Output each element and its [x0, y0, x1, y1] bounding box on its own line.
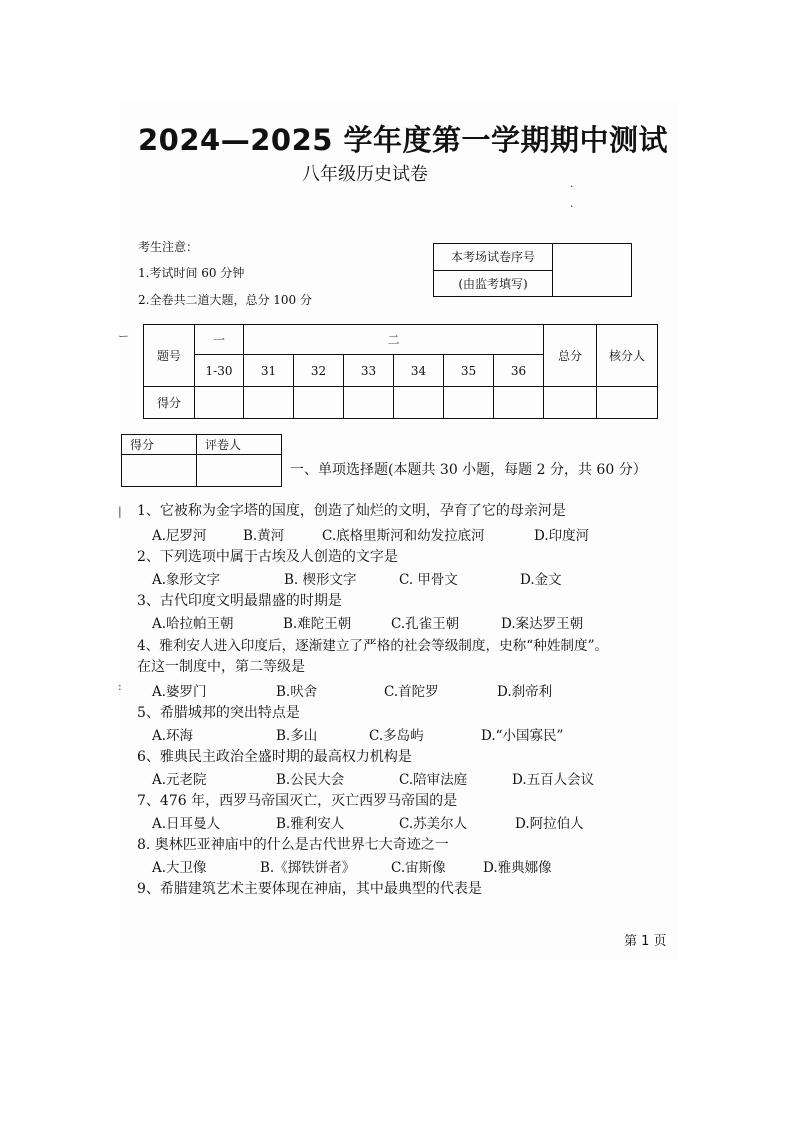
- grader-name-label: 评卷人: [197, 435, 282, 455]
- score-row-label: 得分: [144, 387, 195, 419]
- col-header-1-30: 1-30: [195, 355, 244, 387]
- question-3: 3、古代印度文明最鼎盛的时期是: [137, 593, 342, 609]
- question-4-continued: 在这一制度中，第二等级是: [137, 659, 305, 675]
- score-cell[interactable]: [195, 387, 244, 419]
- option-8a: A.大卫像: [152, 860, 207, 876]
- option-7a: A.日耳曼人: [152, 816, 221, 832]
- total-score-cell[interactable]: [544, 387, 597, 419]
- option-5c: C.多岛屿: [369, 728, 424, 744]
- seq-label-1: 本考场试卷序号: [434, 244, 553, 271]
- option-2b: B. 楔形文字: [284, 572, 357, 588]
- checker-header: 核分人: [597, 325, 658, 387]
- grader-score-cell[interactable]: [122, 455, 197, 487]
- notice-item-2: 2.全卷共二道大题，总分 100 分: [138, 293, 312, 307]
- option-6d: D.五百人会议: [512, 772, 595, 788]
- option-1a: A.尼罗河: [152, 528, 207, 544]
- score-cell[interactable]: [244, 387, 294, 419]
- seq-number-box: [433, 243, 632, 297]
- option-3b: B.难陀王朝: [283, 616, 352, 632]
- question-7: 7、476 年，西罗马帝国灭亡，灭亡西罗马帝国的是: [137, 793, 458, 809]
- question-8: 8. 奥林匹亚神庙中的什么是古代世界七大奇迹之一: [137, 837, 449, 853]
- question-5: 5、希腊城邦的突出特点是: [137, 705, 300, 721]
- question-2: 2、下列选项中属于古埃及人创造的文字是: [137, 549, 398, 565]
- option-1d: D.印度河: [534, 528, 590, 544]
- option-8d: D.雅典娜像: [483, 860, 552, 876]
- score-cell[interactable]: [294, 387, 344, 419]
- option-1c: C.底格里斯河和幼发拉底河: [322, 528, 485, 544]
- col-header-36: 36: [494, 355, 544, 387]
- grader-box: [121, 434, 282, 487]
- exam-title: 2024—2025 学年度第一学期期中测试: [138, 123, 669, 157]
- question-4: 4、雅利安人进入印度后，逐渐建立了严格的社会等级制度，史称“种姓制度”。: [137, 638, 609, 654]
- option-6b: B.公民大会: [276, 772, 345, 788]
- binding-mark: :: [118, 680, 122, 693]
- option-4d: D.刹帝利: [497, 684, 553, 700]
- option-5b: B.多山: [276, 728, 318, 744]
- option-4b: B.吠舍: [276, 684, 318, 700]
- option-5d: D.“小国寡民”: [481, 728, 564, 744]
- option-3c: C.孔雀王朝: [391, 616, 460, 632]
- option-1b: B.黄河: [243, 528, 285, 544]
- score-cell[interactable]: [394, 387, 444, 419]
- grader-name-cell[interactable]: [197, 455, 282, 487]
- col-header-32: 32: [294, 355, 344, 387]
- option-5a: A.环海: [152, 728, 194, 744]
- question-1: 1、它被称为金字塔的国度，创造了灿烂的文明，孕育了它的母亲河是: [137, 503, 566, 519]
- scan-speck: ·: [570, 180, 574, 193]
- question-9: 9、希腊建筑艺术主要体现在神庙，其中最典型的代表是: [137, 881, 482, 897]
- question-number-label: 题号: [144, 325, 195, 387]
- part-one-header: 一: [195, 325, 244, 355]
- col-header-33: 33: [344, 355, 394, 387]
- option-6c: C.陪审法庭: [399, 772, 468, 788]
- col-header-34: 34: [394, 355, 444, 387]
- question-6: 6、雅典民主政治全盛时期的最高权力机构是: [137, 749, 412, 765]
- score-table: [143, 324, 658, 419]
- option-2a: A.象形文字: [152, 572, 221, 588]
- part-two-header: 二: [244, 325, 544, 355]
- option-7c: C.苏美尔人: [399, 816, 468, 832]
- notice-item-1: 1.考试时间 60 分钟: [138, 266, 245, 280]
- option-2d: D.金文: [520, 572, 562, 588]
- score-cell[interactable]: [444, 387, 494, 419]
- option-7d: D.阿拉伯人: [515, 816, 584, 832]
- col-header-31: 31: [244, 355, 294, 387]
- total-score-header: 总分: [544, 325, 597, 387]
- option-8b: B.《掷铁饼者》: [260, 860, 356, 876]
- option-3a: A.哈拉帕王朝: [152, 616, 234, 632]
- option-2c: C. 甲骨文: [399, 572, 458, 588]
- option-7b: B.雅利安人: [276, 816, 345, 832]
- score-cell[interactable]: [344, 387, 394, 419]
- option-8c: C.宙斯像: [391, 860, 446, 876]
- score-cell[interactable]: [494, 387, 544, 419]
- seq-label-2: (由监考填写): [434, 270, 553, 297]
- exam-subtitle: 八年级历史试卷: [302, 164, 428, 185]
- binding-mark: |: [118, 505, 122, 518]
- option-6a: A.元老院: [152, 772, 207, 788]
- page-number: 第 1 页: [624, 934, 667, 949]
- grader-score-label: 得分: [122, 435, 197, 455]
- option-3d: D.案达罗王朝: [501, 616, 584, 632]
- option-4c: C.首陀罗: [384, 684, 439, 700]
- col-header-35: 35: [444, 355, 494, 387]
- option-4a: A.婆罗门: [152, 684, 207, 700]
- scan-speck: ·: [570, 200, 574, 213]
- seq-input-cell[interactable]: [553, 244, 632, 297]
- checker-cell[interactable]: [597, 387, 658, 419]
- notice-heading: 考生注意：: [138, 240, 199, 254]
- section-one-title: 一、单项选择题(本题共 30 小题，每题 2 分，共 60 分）: [290, 462, 647, 478]
- binding-mark: ー: [118, 330, 129, 343]
